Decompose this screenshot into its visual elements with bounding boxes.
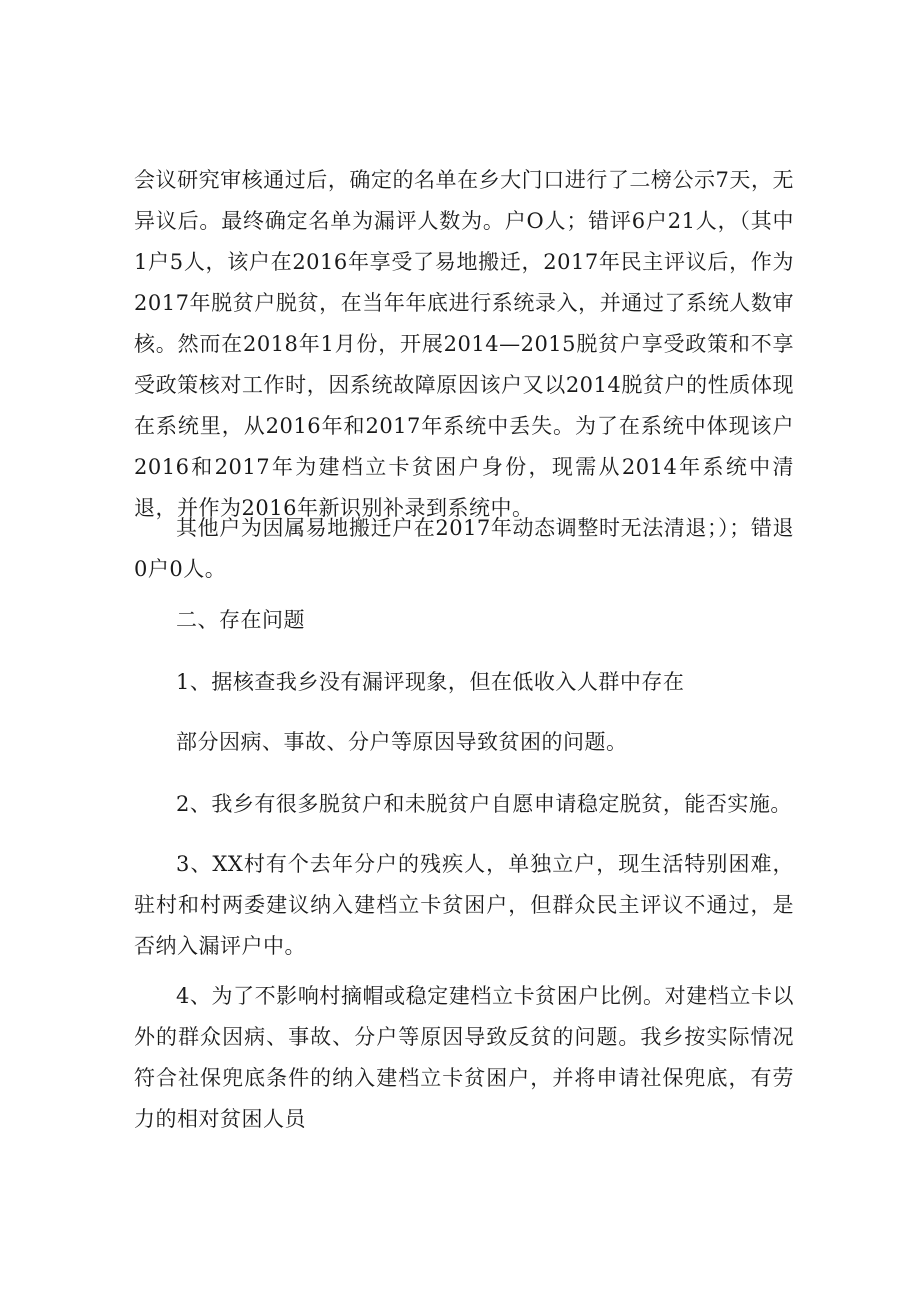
paragraph-problem-4: 4、为了不影响村摘帽或稳定建档立卡贫困户比例。对建档立卡以外的群众因病、事故、分户等原因导致反贫的问题。我乡按实际情况符合社保兜底条件的纳入建档立卡贫困户，并将申请社保兜底，有劳力的相对贫困人员 <box>134 984 794 1131</box>
paragraph-problem-1a: 1、据核查我乡没有漏评现象，但在低收入人群中存在 <box>176 670 685 694</box>
paragraph-problem-3: 3、XX村有个去年分户的残疾人，单独立户，现生活特别困难，驻村和村两委建议纳入建档立卡贫困户，但群众民主评议不通过，是否纳入漏评户中。 <box>134 852 794 958</box>
paragraph-problem-2: 2、我乡有很多脱贫户和未脱贫户自愿申请稳定脱贫，能否实施。 <box>176 792 792 816</box>
paragraph-problem-1b: 部分因病、事故、分户等原因导致贫困的问题。 <box>176 730 628 754</box>
paragraph-review-result: 会议研究审核通过后，确定的名单在乡大门口进行了二榜公示7天，无异议后。最终确定名单为漏评人数为。户O人；错评6户21人，（其中1户5人，该户在2016年享受了易地搬迁，2017年民主评议后，作为2017年脱贫户脱贫，在当年年底进行系统录入，并通过了系统人数审核。然而在2018年1月份，开展2014—2015脱贫户享受政策和不享受政策核对工作时，因系统故障原因该户又以2014脱贫户的性质体现在系统里，从2016年和2017年系统中丢失。为了在系统中体现该户2016和2017年为建档立卡贫困户身份，现需从2014年系统中清退，并作为2016年新识别补录到系统中。 <box>134 168 794 520</box>
paragraph-other-households: 其他户为因属易地搬迁户在2017年动态调整时无法清退；）；错退0户0人。 <box>134 516 794 581</box>
section-heading-problems: 二、存在问题 <box>176 608 305 632</box>
